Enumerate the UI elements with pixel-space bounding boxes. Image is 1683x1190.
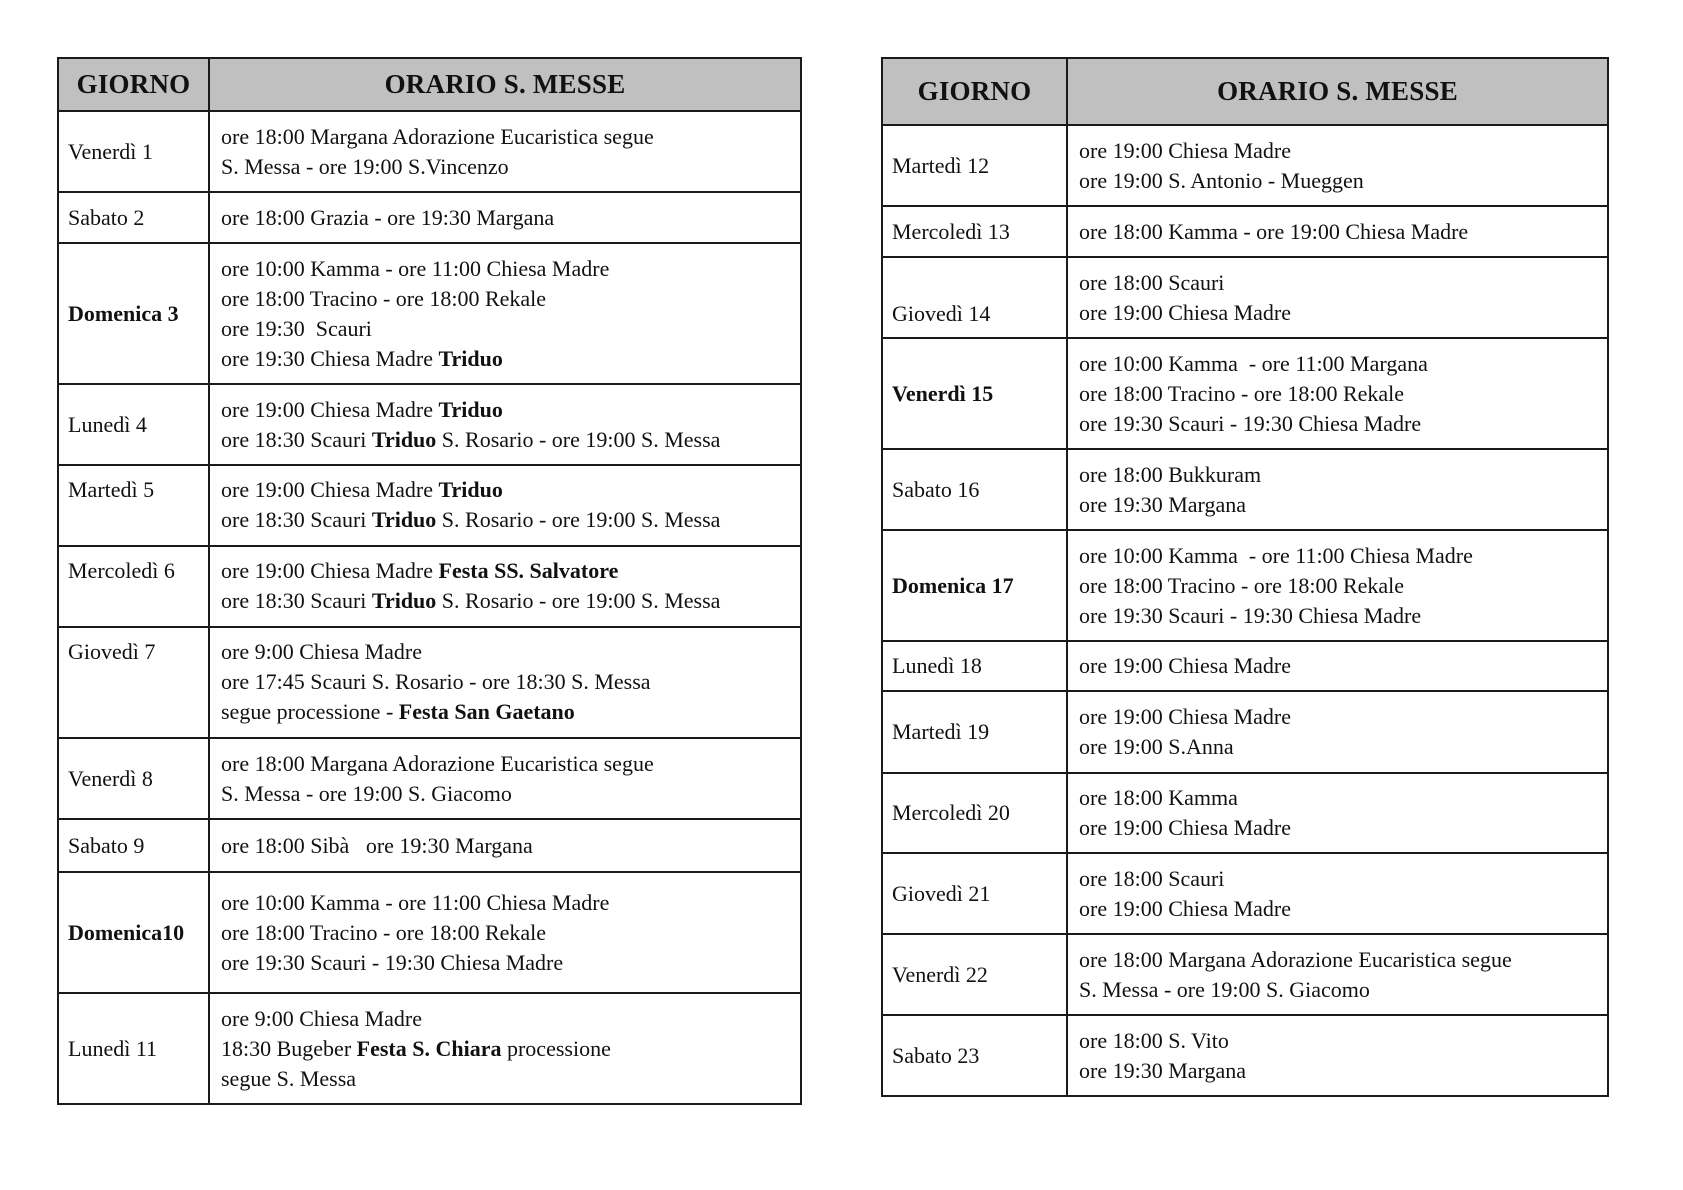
day-cell: Sabato 2 (58, 192, 209, 243)
schedule-line (221, 948, 800, 978)
table-row (882, 530, 1608, 641)
schedule-line (221, 556, 800, 586)
schedule-text: segue processione - (221, 699, 399, 724)
table-body (882, 125, 1608, 1096)
day-cell: Giovedì 14 (882, 257, 1067, 338)
schedule-line (1079, 702, 1607, 732)
schedule-line (221, 314, 800, 344)
schedule-line (221, 425, 800, 455)
schedule-line (221, 152, 800, 182)
event-highlight: Triduo (371, 426, 437, 452)
schedule-line (1079, 1026, 1607, 1056)
mass-times-cell (209, 819, 801, 872)
schedule-text: ore 19:00 Chiesa Madre (1079, 704, 1291, 729)
schedule-line (221, 667, 800, 697)
mass-times-cell (209, 993, 801, 1104)
table-row (882, 449, 1608, 530)
schedule-line (1079, 460, 1607, 490)
schedule-text: ore 9:00 Chiesa Madre (221, 639, 422, 664)
schedule-text: ore 18:00 Kamma (1079, 785, 1238, 810)
schedule-text: ore 18:00 Margana Adorazione Eucaristica segue (221, 750, 654, 776)
schedule-text: ore 18:00 Scauri (1079, 865, 1225, 891)
schedule-text: ore 10:00 Kamma - ore 11:00 Chiesa Madre (1079, 542, 1473, 568)
schedule-text: ore 18:00 Bukkuram (1079, 461, 1262, 487)
schedule-text: ore 17:45 Scauri S. Rosario - ore 18:30 S. Messa (221, 669, 651, 694)
schedule-text: ore 18:00 Grazia - ore 19:30 Margana (221, 204, 555, 230)
schedule-text: ore 18:30 Scauri (221, 507, 372, 532)
schedule-text: 18:30 Bugeber (221, 1035, 357, 1061)
schedule-text: ore 18:00 Tracino - ore 18:00 Rekale (221, 285, 547, 311)
mass-times-cell (209, 465, 801, 546)
mass-schedule-table-left (57, 57, 802, 1105)
table-row (882, 206, 1608, 257)
header-giorno: GIORNO (882, 58, 1067, 125)
mass-times-cell (209, 627, 801, 738)
schedule-line (1079, 894, 1607, 924)
table-row (58, 993, 801, 1104)
schedule-text: ore 19:30 Scauri (221, 315, 372, 341)
day-cell: Mercoledì 13 (882, 206, 1067, 257)
schedule-text: ore 18:00 Tracino - ore 18:00 Rekale (221, 919, 547, 945)
mass-times-cell (1067, 773, 1608, 853)
schedule-text: ore 19:30 Margana (1079, 1057, 1246, 1083)
schedule-line (1079, 136, 1607, 166)
schedule-text: ore 18:00 Tracino - ore 18:00 Rekale (1079, 572, 1405, 598)
schedule-line (1079, 541, 1607, 571)
event-highlight: Festa S. Chiara (356, 1035, 502, 1061)
schedule-text: ore 19:30 Scauri - 19:30 Chiesa Madre (1079, 410, 1422, 436)
schedule-text: ore 18:00 Margana Adorazione Eucaristica segue (221, 123, 654, 149)
schedule-line (1079, 945, 1607, 975)
table-row (58, 738, 801, 819)
event-highlight: Festa SS. Salvatore (438, 558, 619, 583)
table-row (58, 546, 801, 627)
day-cell: Mercoledì 20 (882, 773, 1067, 853)
schedule-text: S. Rosario - ore 19:00 S. Messa (436, 426, 721, 452)
schedule-line (221, 637, 800, 667)
table-row (58, 627, 801, 738)
day-cell: Domenica 3 (58, 243, 209, 384)
schedule-text: ore 19:00 Chiesa Madre (1079, 895, 1291, 921)
table-row (882, 1015, 1608, 1096)
schedule-text: ore 18:00 Sibà ore 19:30 Margana (221, 832, 533, 858)
schedule-text: ore 10:00 Kamma - ore 11:00 Margana (1079, 350, 1428, 376)
header-giorno: GIORNO (58, 58, 209, 111)
schedule-line (1079, 298, 1607, 328)
mass-times-cell (1067, 206, 1608, 257)
mass-times-cell (1067, 125, 1608, 206)
schedule-line (1079, 601, 1607, 631)
schedule-text: ore 19:00 Chiesa Madre (221, 477, 439, 502)
mass-times-cell (1067, 257, 1608, 338)
event-highlight: Festa San Gaetano (398, 699, 575, 724)
schedule-text: ore 18:00 S. Vito (1079, 1027, 1229, 1053)
day-cell: Lunedì 11 (58, 993, 209, 1104)
schedule-line (221, 1004, 800, 1034)
day-cell: Lunedì 4 (58, 384, 209, 465)
mass-times-cell (1067, 449, 1608, 530)
table-row (58, 384, 801, 465)
mass-times-cell (1067, 691, 1608, 773)
schedule-text: processione (501, 1035, 611, 1061)
header-orario: ORARIO S. MESSE (209, 58, 801, 111)
table-header-row (58, 58, 801, 111)
mass-times-cell (209, 738, 801, 819)
schedule-text: ore 19:00 Chiesa Madre (1079, 299, 1291, 325)
mass-times-cell (1067, 1015, 1608, 1096)
schedule-line (221, 395, 800, 425)
schedule-line (221, 749, 800, 779)
schedule-text: S. Rosario - ore 19:00 S. Messa (436, 588, 721, 613)
schedule-text: ore 19:00 Chiesa Madre (221, 558, 439, 583)
schedule-line (221, 505, 800, 535)
schedule-line (1079, 166, 1607, 196)
schedule-line (1079, 813, 1607, 843)
day-cell: Domenica10 (58, 872, 209, 993)
day-cell: Venerdì 15 (882, 338, 1067, 449)
schedule-text: ore 10:00 Kamma - ore 11:00 Chiesa Madre (221, 889, 610, 915)
schedule-text: ore 18:30 Scauri (221, 426, 372, 452)
schedule-text: ore 19:00 S. Antonio - Mueggen (1079, 167, 1364, 193)
schedule-line (221, 1034, 800, 1064)
schedule-line (221, 779, 800, 809)
schedule-line (1079, 409, 1607, 439)
schedule-text: ore 18:00 Tracino - ore 18:00 Rekale (1079, 380, 1405, 406)
table-row (58, 192, 801, 243)
schedule-text: ore 18:00 Scauri (1079, 269, 1225, 295)
schedule-text: ore 19:30 Scauri - 19:30 Chiesa Madre (1079, 602, 1422, 628)
table-row (882, 934, 1608, 1015)
schedule-line (1079, 783, 1607, 813)
mass-times-cell (209, 546, 801, 627)
schedule-line (221, 475, 800, 505)
day-cell: Venerdì 22 (882, 934, 1067, 1015)
table-body (58, 111, 801, 1104)
day-cell: Lunedì 18 (882, 641, 1067, 691)
day-cell: Venerdì 1 (58, 111, 209, 192)
table-row (882, 773, 1608, 853)
schedule-line (1079, 864, 1607, 894)
day-cell: Venerdì 8 (58, 738, 209, 819)
schedule-line (1079, 732, 1607, 762)
mass-times-cell (209, 384, 801, 465)
table-row (882, 257, 1608, 338)
table-row (882, 641, 1608, 691)
table-row (58, 243, 801, 384)
schedule-line (1079, 268, 1607, 298)
day-cell: Domenica 17 (882, 530, 1067, 641)
day-cell: Giovedì 7 (58, 627, 209, 738)
schedule-line (221, 888, 800, 918)
schedule-text: S. Rosario - ore 19:00 S. Messa (436, 507, 721, 532)
day-cell: Sabato 23 (882, 1015, 1067, 1096)
table-header-row (882, 58, 1608, 125)
table-row (882, 691, 1608, 773)
table-row (882, 853, 1608, 934)
schedule-text: ore 18:00 Margana Adorazione Eucaristica segue (1079, 946, 1512, 972)
schedule-line (221, 344, 800, 374)
event-highlight: Triduo (438, 345, 503, 371)
schedule-text: S. Messa - ore 19:00 S. Giacomo (221, 780, 512, 806)
table-row (58, 111, 801, 192)
schedule-text: ore 19:00 S.Anna (1079, 734, 1234, 759)
schedule-line (1079, 651, 1607, 681)
event-highlight: Triduo (371, 588, 437, 613)
schedule-line (1079, 217, 1607, 247)
schedule-text: ore 19:00 Chiesa Madre (1079, 815, 1291, 840)
table-row (58, 872, 801, 993)
schedule-line (221, 284, 800, 314)
table-row (58, 819, 801, 872)
mass-times-cell (209, 111, 801, 192)
schedule-text: S. Messa - ore 19:00 S. Giacomo (1079, 976, 1370, 1002)
schedule-text: segue S. Messa (221, 1065, 357, 1091)
schedule-text: ore 19:30 Scauri - 19:30 Chiesa Madre (221, 949, 564, 975)
mass-times-cell (1067, 641, 1608, 691)
schedule-text: ore 19:00 Chiesa Madre (1079, 653, 1291, 678)
mass-times-cell (1067, 934, 1608, 1015)
day-cell: Sabato 16 (882, 449, 1067, 530)
table-row (882, 338, 1608, 449)
day-cell: Martedì 12 (882, 125, 1067, 206)
mass-times-cell (209, 192, 801, 243)
mass-times-cell (1067, 338, 1608, 449)
schedule-line (221, 203, 800, 233)
schedule-text: ore 19:00 Chiesa Madre (221, 396, 439, 422)
schedule-line (1079, 975, 1607, 1005)
schedule-line (1079, 490, 1607, 520)
schedule-line (221, 122, 800, 152)
day-cell: Giovedì 21 (882, 853, 1067, 934)
schedule-text: ore 18:00 Kamma - ore 19:00 Chiesa Madre (1079, 218, 1469, 244)
schedule-text: ore 19:30 Chiesa Madre (221, 345, 439, 371)
schedule-text: ore 19:30 Margana (1079, 491, 1246, 517)
mass-schedule-table-right (881, 57, 1609, 1097)
schedule-line (1079, 349, 1607, 379)
event-highlight: Triduo (438, 477, 503, 502)
day-cell: Sabato 9 (58, 819, 209, 872)
schedule-line (221, 254, 800, 284)
mass-times-cell (209, 243, 801, 384)
table-row (882, 125, 1608, 206)
schedule-line (221, 918, 800, 948)
schedule-line (1079, 571, 1607, 601)
event-highlight: Triduo (371, 507, 437, 532)
schedule-text: S. Messa - ore 19:00 S.Vincenzo (221, 153, 509, 179)
schedule-line (221, 1064, 800, 1094)
day-cell: Martedì 5 (58, 465, 209, 546)
mass-times-cell (1067, 530, 1608, 641)
schedule-text: ore 19:00 Chiesa Madre (1079, 137, 1291, 163)
schedule-line (221, 831, 800, 861)
header-orario: ORARIO S. MESSE (1067, 58, 1608, 125)
schedule-line (221, 586, 800, 616)
schedule-text: ore 10:00 Kamma - ore 11:00 Chiesa Madre (221, 255, 610, 281)
event-highlight: Triduo (438, 396, 503, 422)
day-cell: Mercoledì 6 (58, 546, 209, 627)
schedule-line (221, 697, 800, 727)
mass-times-cell (209, 872, 801, 993)
schedule-line (1079, 1056, 1607, 1086)
schedule-line (1079, 379, 1607, 409)
mass-times-cell (1067, 853, 1608, 934)
table-row (58, 465, 801, 546)
day-cell: Martedì 19 (882, 691, 1067, 773)
schedule-text: ore 9:00 Chiesa Madre (221, 1005, 422, 1031)
schedule-text: ore 18:30 Scauri (221, 588, 372, 613)
